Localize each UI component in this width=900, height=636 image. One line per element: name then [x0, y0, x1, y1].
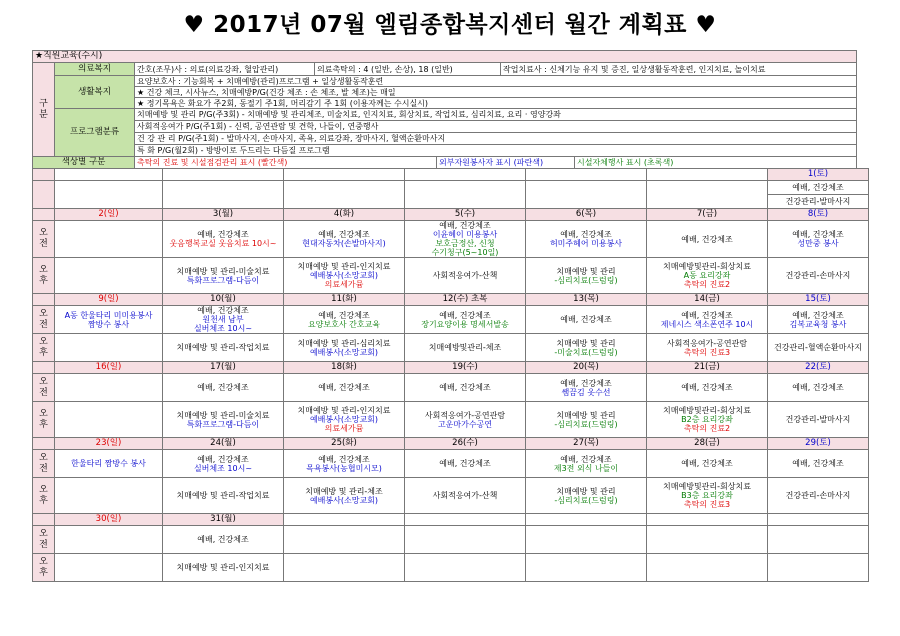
cell-line: -심리치료(드럼링) [554, 495, 618, 505]
pm-label: 오 후 [33, 554, 55, 582]
cell-line: 치매예방 및 관리-체조 [305, 486, 383, 496]
program-line4: 특 화 P/G(월2회) - 방방이로 두드리는 다듬질 프로그램 [135, 145, 857, 157]
table-cell [526, 181, 647, 209]
pm-29: 건강관리-손마사지 [768, 478, 869, 514]
day-20: 20(목) [526, 362, 647, 374]
table-cell [405, 181, 526, 209]
cell-line: 치매예방 및 관리-인지치료 [297, 262, 391, 271]
cell-line: 촉탁의 진료2 [683, 424, 731, 433]
cell-line: 예배, 건강체조 [197, 230, 249, 239]
am-21: 예배, 건강체조 [647, 374, 768, 402]
cell-line: 치매예방 및 관리-미술치료 [176, 266, 270, 276]
cell-line: 실버체조 10시~ [193, 324, 253, 333]
table-cell [33, 294, 55, 306]
day-19: 19(수) [405, 362, 526, 374]
cell-line: 예배봉사(소망교회) [309, 495, 379, 505]
cell-line: 성만중 봉사 [797, 239, 839, 248]
cell-line: 예배봉사(소망교회) [309, 347, 379, 357]
medical-therapist: 작업치료사 : 신체기능 유지 및 증진, 일상생활동작훈련, 인지치료, 놀이치료 [501, 63, 857, 76]
table-cell [55, 181, 163, 209]
cell-line: 요양보호사 간호교육 [307, 319, 381, 329]
table-cell [526, 526, 647, 554]
cell-line: -심리치료(드럼링) [554, 419, 618, 429]
cell-line: 예배, 건강체조 [439, 221, 491, 230]
cell-line: 장기요양이용 명세서발송 [421, 319, 509, 329]
pm-label: 오 후 [33, 258, 55, 294]
program-line1: 치매예방 및 관리 P/G(주3회) - 치매예방 및 관리체조, 미술치료, 인지치료, 회상치료, 작업치료, 심리치료, 요리 · 영양강좌 [135, 109, 857, 121]
cell-line: 짬방수 봉사 [87, 319, 130, 329]
pm-26: 사회적응여가-산책 [405, 478, 526, 514]
am-17: 예배, 건강체조 [163, 374, 284, 402]
life-label: 생활복지 [55, 76, 135, 109]
pm-10: 치매예방 및 관리-작업치료 [163, 334, 284, 362]
pm-28 [647, 478, 768, 514]
am-11 [284, 306, 405, 334]
cell-line: 수기청구(5~10일) [431, 248, 499, 257]
day-26: 26(수) [405, 438, 526, 450]
cell-line: 이윤혜이 미용봉사 [432, 230, 498, 239]
table-cell [768, 554, 869, 582]
cell-line: 원천새 남부 [202, 315, 244, 324]
calendar-table [32, 168, 869, 582]
cell-line: 예배, 건강체조 [560, 378, 612, 388]
pm-7 [647, 258, 768, 294]
cell-line: 특화프로그램-다듬이 [186, 275, 260, 285]
page-title: ♥ 2017년 07월 엘림종합복지센터 월간 계획표 ♥ [183, 12, 717, 38]
pm-13 [526, 334, 647, 362]
day-12: 12(수) 초복 [405, 294, 526, 306]
cell-line: 예배, 건강체조 [681, 310, 733, 320]
cell-line: 보호금정산, 신청 [435, 239, 495, 248]
am-29: 예배, 건강체조 [768, 450, 869, 478]
table-cell [55, 169, 163, 181]
table-cell [33, 362, 55, 374]
am-28: 예배, 건강체조 [647, 450, 768, 478]
day-2: 2(일) [55, 209, 163, 221]
cell-line: -미술치료(드럼링) [554, 347, 618, 357]
medical-doctor: 의료촉탁의 : 4 (일반, 손상), 18 (일반) [315, 63, 501, 76]
cell-line: 고운마가수공연 [437, 419, 493, 429]
am-9 [55, 306, 163, 334]
am-7: 예배, 건강체조 [647, 221, 768, 258]
table-cell [55, 526, 163, 554]
medical-label: 의료복지 [55, 63, 135, 76]
pm-27 [526, 478, 647, 514]
am-12 [405, 306, 526, 334]
table-cell [33, 438, 55, 450]
day-27: 27(목) [526, 438, 647, 450]
legend-blue: 외부자원봉사자 표시 (파란색) [437, 157, 575, 169]
table-cell [647, 514, 768, 526]
medical-nurse: 간호(조무)사 : 의료(의료강좌, 혈압관리) [135, 63, 315, 76]
table-cell [526, 554, 647, 582]
cell-line: 예배, 건강체조 [197, 306, 249, 315]
cell-line: 현대자동차(손발마사지) [302, 239, 386, 248]
program-line2: 사회적응여가 P/G(주1회) - 신력, 공연관람 및 견학, 나들이, 연중행사 [135, 121, 857, 133]
cell-line: -심리치료(드럼링) [554, 275, 618, 285]
table-cell [163, 181, 284, 209]
life-line1: 요양보호사 : 기능회복 + 치매예방(관리)프로그램 + 일상생활동작훈련 [135, 76, 857, 87]
cell-line: 실버체조 10시~ [193, 463, 253, 473]
day-23: 23(일) [55, 438, 163, 450]
staff-education: ★직원교육(수시) [33, 51, 857, 63]
cell-line: 촉탁의 진료2 [683, 280, 731, 289]
pm-2 [55, 258, 163, 294]
day-11: 11(화) [284, 294, 405, 306]
am-27 [526, 450, 647, 478]
am-label: 오 전 [33, 450, 55, 478]
pm-22: 건강관리-발마사지 [768, 402, 869, 438]
cell-line: B3층 요리강좌 [681, 491, 733, 500]
program-line3: 건 강 관 리 P/G(주1회) - 발마사지, 손마사지, 족욕, 의료강좌, 장마사지, 혈액순환마사지 [135, 133, 857, 145]
table-cell [526, 514, 647, 526]
cell-line: 치매예방 및 관리-인지치료 [297, 406, 391, 415]
cell-line: 웃음행복교실 웃음치료 10시~ [169, 239, 277, 248]
day-21: 21(금) [647, 362, 768, 374]
am-25 [284, 450, 405, 478]
cell-line: 치매예방 및 관리 [556, 338, 616, 348]
cell-line: 치매예방 및 관리-심리치료 [297, 338, 391, 348]
am-13: 예배, 건강체조 [526, 306, 647, 334]
am-15 [768, 306, 869, 334]
table-cell [284, 526, 405, 554]
table-cell [55, 554, 163, 582]
am-19: 예배, 건강체조 [405, 374, 526, 402]
pm-label: 오 후 [33, 334, 55, 362]
table-cell [647, 169, 768, 181]
legend-red: 촉탁의 진료 및 시설점검관리 표시 (빨간색) [135, 157, 437, 169]
pm-12: 치매예방및관리-체조 [405, 334, 526, 362]
pm-17 [163, 402, 284, 438]
pm-31: 치매예방 및 관리-인지치료 [163, 554, 284, 582]
am-20 [526, 374, 647, 402]
cell-line: 예배, 건강체조 [560, 454, 612, 464]
pm-20 [526, 402, 647, 438]
table-cell [33, 514, 55, 526]
table-cell [284, 514, 405, 526]
am-5 [405, 221, 526, 258]
cell-line: 제네시스 색소폰연주 10시 [660, 319, 754, 329]
pm-9 [55, 334, 163, 362]
table-cell [405, 514, 526, 526]
legend-label: 색상별 구분 [33, 157, 135, 169]
table-cell [405, 554, 526, 582]
am-26: 예배, 건강체조 [405, 450, 526, 478]
pm-14 [647, 334, 768, 362]
pm-5: 사회적응여가-산책 [405, 258, 526, 294]
pm-4 [284, 258, 405, 294]
cell-line: 사회적응여가-공연관람 [424, 410, 506, 420]
am-24 [163, 450, 284, 478]
monthly-plan-table [32, 50, 868, 169]
cell-line: 예배, 건강체조 [792, 230, 844, 239]
life-line2: ★ 건강 체크, 시사뉴스, 치매예방P/G(건강 체조 : 손 체조, 발 체조)는 매일 [135, 87, 857, 98]
cell-line: 특화프로그램-다듬이 [186, 419, 260, 429]
pm-label: 오 후 [33, 402, 55, 438]
am-4 [284, 221, 405, 258]
cell-line: 치매예방 및 관리 [556, 266, 616, 276]
am-label: 오 전 [33, 374, 55, 402]
day-14: 14(금) [647, 294, 768, 306]
pm-18 [284, 402, 405, 438]
cell-line: 목욕봉사(농협미시모) [306, 463, 382, 473]
cell-line: 예배, 건강체조 [318, 230, 370, 239]
am-23: 한울타리 짬방수 봉사 [55, 450, 163, 478]
cell-line: A동 요리강좌 [683, 271, 731, 280]
day-18: 18(화) [284, 362, 405, 374]
program-label: 프로그램분류 [55, 109, 135, 157]
pm-3 [163, 258, 284, 294]
day-10: 10(월) [163, 294, 284, 306]
pm-24: 치매예방 및 관리-작업치료 [163, 478, 284, 514]
am-14 [647, 306, 768, 334]
cell-line: 치매예방 및 관리 [556, 410, 616, 420]
pm-1: 건강관리-발마사지 [768, 195, 869, 209]
cell-line: 치매예방 및 관리-미술치료 [176, 410, 270, 420]
table-cell [33, 181, 55, 209]
table-cell [284, 181, 405, 209]
cell-line: 김복교육청 봉사 [789, 319, 847, 329]
day-13: 13(목) [526, 294, 647, 306]
cell-line: 촉탁의 진료3 [683, 347, 731, 357]
life-line3: ★ 정기목욕은 화요가 주2회, 동절기 주1회, 머리감기 주 1회 (이용자께는 수시실시) [135, 98, 857, 109]
pm-label: 오 후 [33, 478, 55, 514]
day-8: 8(토) [768, 209, 869, 221]
cell-line: 예배봉사(소망교회) [309, 271, 379, 280]
day-6: 6(목) [526, 209, 647, 221]
am-22: 예배, 건강체조 [768, 374, 869, 402]
legend-green: 시설자체행사 표시 (초록색) [575, 157, 857, 169]
cell-line: 예배, 건강체조 [560, 230, 612, 239]
day-7: 7(금) [647, 209, 768, 221]
pm-6 [526, 258, 647, 294]
day-28: 28(금) [647, 438, 768, 450]
table-cell [647, 554, 768, 582]
cell-line: 촉탁의 진료3 [683, 500, 731, 509]
pm-8: 건강관리-손마사지 [768, 258, 869, 294]
day-1: 1(토) [768, 169, 869, 181]
am-31: 예배, 건강체조 [163, 526, 284, 554]
table-cell [405, 169, 526, 181]
pm-25 [284, 478, 405, 514]
table-cell [647, 181, 768, 209]
am-6 [526, 221, 647, 258]
day-24: 24(월) [163, 438, 284, 450]
cell-line: 예배, 건강체조 [439, 310, 491, 320]
pm-11 [284, 334, 405, 362]
table-cell [526, 169, 647, 181]
cell-line: 치매예방및관리-회상치료 [663, 262, 751, 271]
cell-line: 사회적응여가-공연관람 [666, 338, 748, 348]
day-16: 16(일) [55, 362, 163, 374]
section-label: 구 분 [33, 63, 55, 157]
cell-line: 의료세가뮴 [324, 424, 364, 433]
am-8 [768, 221, 869, 258]
day-5: 5(수) [405, 209, 526, 221]
am-18: 예배, 건강체조 [284, 374, 405, 402]
day-22: 22(토) [768, 362, 869, 374]
cell-line: 예배, 건강체조 [318, 310, 370, 320]
table-cell [768, 514, 869, 526]
cell-line: 예배, 건강체조 [197, 454, 249, 464]
cell-line: 치매예방및관리-회상치료 [663, 406, 751, 415]
am-16 [55, 374, 163, 402]
cell-line: 제3전 외식 나들이 [553, 463, 619, 473]
day-3: 3(월) [163, 209, 284, 221]
cell-line: 예배, 건강체조 [792, 310, 844, 320]
table-cell [284, 554, 405, 582]
am-3 [163, 221, 284, 258]
day-29: 29(토) [768, 438, 869, 450]
am-10 [163, 306, 284, 334]
am-2 [55, 221, 163, 258]
table-cell [33, 169, 55, 181]
day-31: 31(월) [163, 514, 284, 526]
cell-line: 예배봉사(소망교회) [309, 415, 379, 424]
cell-line: 쌤끔김 옷수선 [561, 387, 611, 397]
day-4: 4(화) [284, 209, 405, 221]
table-cell [405, 526, 526, 554]
am-label: 오 전 [33, 306, 55, 334]
day-15: 15(토) [768, 294, 869, 306]
table-cell [647, 526, 768, 554]
pm-16 [55, 402, 163, 438]
cell-line: A동 한울타리 미미용봉사 [64, 310, 153, 320]
day-25: 25(화) [284, 438, 405, 450]
table-cell [33, 209, 55, 221]
table-cell [284, 169, 405, 181]
cell-line: B2층 요리강좌 [681, 415, 733, 424]
am-label: 오 전 [33, 221, 55, 258]
cell-line: 허미주헤어 미용봉사 [549, 239, 623, 248]
cell-line: 치매예방 및 관리 [556, 486, 616, 496]
am-label: 오 전 [33, 526, 55, 554]
cell-line: 예배, 건강체조 [318, 454, 370, 464]
am-1: 예배, 건강체조 [768, 181, 869, 195]
day-9: 9(일) [55, 294, 163, 306]
pm-21 [647, 402, 768, 438]
cell-line: 치매예방및관리-회상치료 [663, 482, 751, 491]
pm-15: 건강관리-혈액순환마사지 [768, 334, 869, 362]
table-cell [768, 526, 869, 554]
pm-23 [55, 478, 163, 514]
day-17: 17(월) [163, 362, 284, 374]
table-cell [163, 169, 284, 181]
cell-line: 의료세가뮴 [324, 280, 364, 289]
pm-19 [405, 402, 526, 438]
day-30: 30(일) [55, 514, 163, 526]
